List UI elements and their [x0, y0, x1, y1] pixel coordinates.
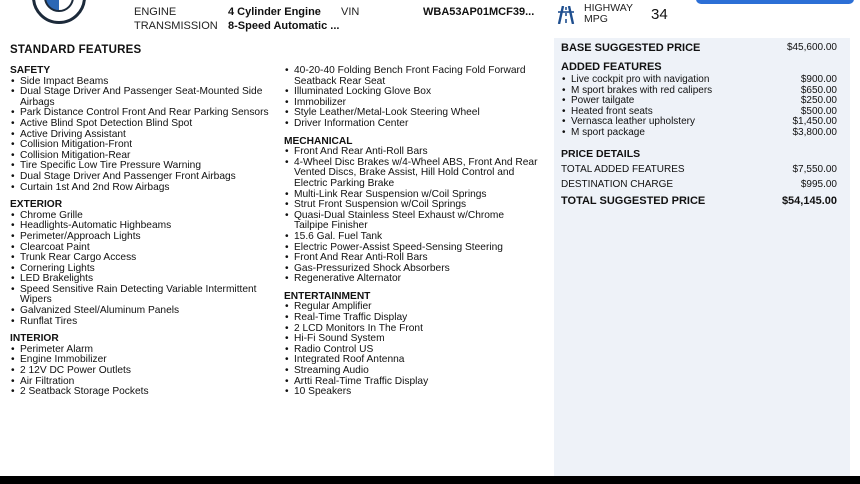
highway-label-line1: HIGHWAY [584, 2, 633, 14]
entertainment-title: ENTERTAINMENT [284, 290, 371, 302]
feature-item: • Speed Sensitive Rain Detecting Variable Intermittent Wipers [10, 285, 272, 306]
feature-item: • Artti Real-Time Traffic Display [284, 377, 540, 388]
base-price-row [561, 42, 837, 54]
feature-item: • Regenerative Alternator [284, 274, 540, 285]
price-panel [554, 38, 850, 476]
feature-item: • Air Filtration [10, 377, 272, 388]
safety-list [10, 77, 272, 194]
feature-item: • Active Blind Spot Detection Blind Spot [10, 119, 272, 130]
feature-item: • Perimeter/Approach Lights [10, 232, 272, 243]
feature-item: • Tire Specific Low Tire Pressure Warning [10, 161, 272, 172]
feature-item: • Cornering Lights [10, 264, 272, 275]
base-price-label: BASE SUGGESTED PRICE [561, 42, 701, 54]
added-feature-price: $650.00 [800, 84, 837, 96]
total-price-value: $54,145.00 [781, 195, 837, 207]
added-features-list [561, 75, 837, 139]
feature-item: • Strut Front Suspension w/Coil Springs [284, 200, 540, 211]
feature-item: • Regular Amplifier [284, 302, 540, 313]
highway-label-line2: MPG [584, 13, 608, 25]
feature-item: • Perimeter Alarm [10, 345, 272, 356]
feature-item: • 40-20-40 Folding Bench Front Facing Fold Forward Seatback Rear Seat [284, 66, 540, 87]
feature-item: • Park Distance Control Front And Rear Parking Sensors [10, 108, 272, 119]
bottom-bar [0, 476, 860, 484]
total-price-label: TOTAL SUGGESTED PRICE [561, 195, 706, 207]
added-feature-name: M sport package [571, 126, 645, 138]
highway-road-icon [556, 6, 576, 24]
feature-item: • 15.6 Gal. Fuel Tank [284, 232, 540, 243]
price-details-title: PRICE DETAILS [561, 148, 641, 160]
feature-item: • Electric Power-Assist Speed-Sensing Steering [284, 243, 540, 254]
standard-features-title: STANDARD FEATURES [10, 44, 142, 56]
engine-label: ENGINE [134, 6, 177, 18]
feature-item: • Driver Information Center [284, 119, 540, 130]
mechanical-title: MECHANICAL [284, 135, 353, 147]
feature-item: • Collision Mitigation-Rear [10, 151, 272, 162]
total-added-value: $7,550.00 [792, 164, 837, 175]
mechanical-list [284, 147, 540, 285]
added-feature-name: Vernasca leather upholstery [571, 116, 695, 128]
exterior-list [10, 211, 272, 328]
bmw-logo [32, 0, 86, 24]
feature-item: • Quasi-Dual Stainless Steel Exhaust w/Chrome Tailpipe Finisher [284, 211, 540, 232]
feature-item: • Galvanized Steel/Aluminum Panels [10, 306, 272, 317]
added-feature-price: $250.00 [800, 95, 837, 107]
destination-label: DESTINATION CHARGE [561, 179, 674, 190]
destination-row [561, 179, 837, 190]
feature-item: • LED Brakelights [10, 274, 272, 285]
added-feature-name: Heated front seats [571, 105, 653, 117]
feature-item: • Hi-Fi Sound System [284, 334, 540, 345]
added-feature-price: $1,450.00 [792, 116, 837, 128]
highway-mpg-value: 34 [651, 6, 668, 23]
engine-value: 4 Cylinder Engine [228, 6, 321, 18]
transmission-label: TRANSMISSION [134, 20, 218, 32]
added-feature-item [561, 128, 837, 139]
added-feature-price: $500.00 [800, 105, 837, 117]
feature-item: • Front And Rear Anti-Roll Bars [284, 253, 540, 264]
interior-list [10, 345, 272, 398]
total-price-row [561, 195, 837, 207]
added-feature-price: $900.00 [800, 74, 837, 85]
features-left-column [10, 66, 272, 398]
feature-item: • 2 Seatback Storage Pockets [10, 387, 272, 398]
vin-value: WBA53AP01MCF39... [423, 6, 535, 18]
total-added-row [561, 164, 837, 175]
feature-item: • Curtain 1st And 2nd Row Airbags [10, 183, 272, 194]
feature-item: • Dual Stage Driver And Passenger Front Airbags [10, 172, 272, 183]
feature-item: • Integrated Roof Antenna [284, 355, 540, 366]
feature-item: • Active Driving Assistant [10, 130, 272, 141]
feature-item: • Trunk Rear Cargo Access [10, 253, 272, 264]
top-action-button[interactable] [696, 0, 854, 4]
feature-item: • Immobilizer [284, 98, 540, 109]
added-feature-name: Power tailgate [571, 95, 635, 107]
feature-item: • Clearcoat Paint [10, 243, 272, 254]
added-feature-name: M sport brakes with red calipers [571, 84, 713, 96]
feature-item: • Style Leather/Metal-Look Steering Wheel [284, 108, 540, 119]
feature-item: • 10 Speakers [284, 387, 540, 398]
feature-item: • Radio Control US [284, 345, 540, 356]
feature-item: • 2 12V DC Power Outlets [10, 366, 272, 377]
feature-item: • Multi-Link Rear Suspension w/Coil Springs [284, 190, 540, 201]
feature-item: • 2 LCD Monitors In The Front [284, 324, 540, 335]
added-feature-price: $3,800.00 [792, 126, 837, 138]
feature-item: • Side Impact Beams [10, 77, 272, 88]
feature-item: • Real-Time Traffic Display [284, 313, 540, 324]
feature-item: • Gas-Pressurized Shock Absorbers [284, 264, 540, 275]
feature-item: • Chrome Grille [10, 211, 272, 222]
feature-item: • Collision Mitigation-Front [10, 140, 272, 151]
features-right-column [284, 66, 540, 398]
feature-item: • 4-Wheel Disc Brakes w/4-Wheel ABS, Front And Rear Vented Discs, Brake Assist, Hill Hold Control and Electric Parking Brake [284, 158, 540, 190]
misc-list [284, 66, 540, 130]
interior-title: INTERIOR [10, 333, 59, 345]
feature-item: • Headlights-Automatic Highbeams [10, 221, 272, 232]
destination-value: $995.00 [800, 179, 837, 190]
total-added-label: TOTAL ADDED FEATURES [561, 164, 685, 175]
feature-item: • Front And Rear Anti-Roll Bars [284, 147, 540, 158]
feature-item: • Streaming Audio [284, 366, 540, 377]
feature-item: • Dual Stage Driver And Passenger Seat-Mounted Side Airbags [10, 87, 272, 108]
feature-item: • Engine Immobilizer [10, 355, 272, 366]
entertainment-list [284, 302, 540, 397]
feature-item: • Runflat Tires [10, 317, 272, 328]
vin-label: VIN [341, 6, 360, 18]
safety-title: SAFETY [10, 65, 51, 76]
highway-mpg-label [584, 3, 633, 25]
added-features-block [561, 75, 837, 139]
exterior-title: EXTERIOR [10, 199, 63, 211]
base-price-value: $45,600.00 [786, 42, 837, 53]
transmission-value: 8-Speed Automatic ... [228, 20, 340, 32]
feature-item: • Illuminated Locking Glove Box [284, 87, 540, 98]
added-features-title: ADDED FEATURES [561, 61, 662, 73]
added-feature-name: Live cockpit pro with navigation [571, 74, 710, 85]
